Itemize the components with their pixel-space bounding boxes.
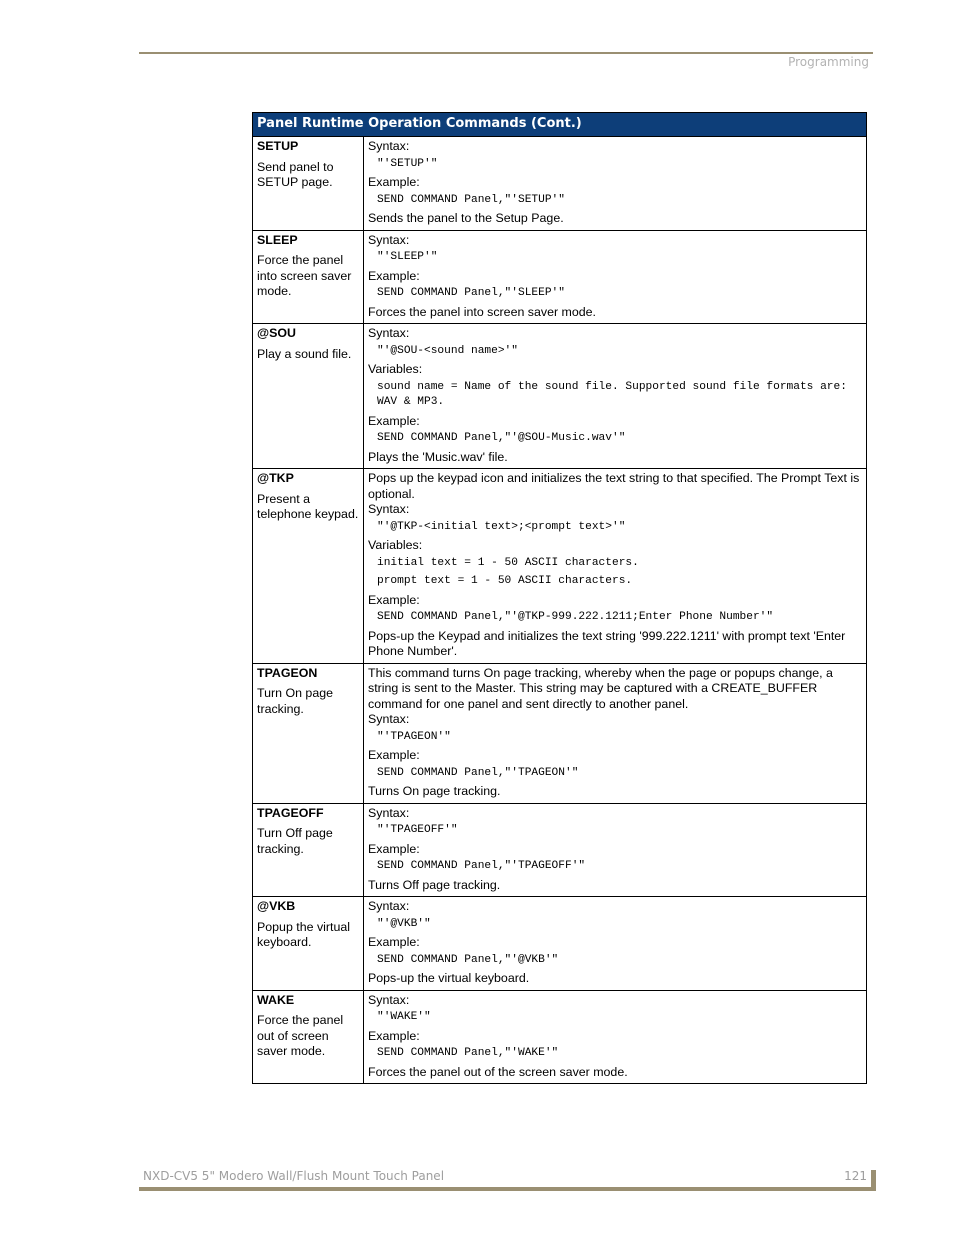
page-number: 121 xyxy=(844,1169,867,1183)
command-summary: Popup the virtual keyboard. xyxy=(257,919,350,949)
code-line: "'TPAGEON'" xyxy=(377,730,451,743)
command-cell xyxy=(253,897,364,991)
command-cell xyxy=(253,990,364,1084)
table-row xyxy=(253,803,867,897)
code-line: "'@VKB'" xyxy=(377,917,431,930)
table-row xyxy=(253,663,867,803)
footer-rule xyxy=(139,1187,873,1191)
code-line: SEND COMMAND Panel,"'SETUP'" xyxy=(377,193,565,206)
code-line: "'WAKE'" xyxy=(377,1011,431,1023)
command-summary: Turn On page tracking. xyxy=(257,686,333,716)
field-label: Example: xyxy=(368,268,420,283)
command-details-cell xyxy=(364,469,867,664)
table-body xyxy=(253,137,867,1084)
code-line: prompt text = 1 - 50 ASCII characters. xyxy=(377,575,633,587)
field-label: Example: xyxy=(368,841,420,856)
field-label: Variables: xyxy=(368,538,423,552)
command-details-cell xyxy=(364,990,867,1084)
code-line: "'@SOU-<sound name>'" xyxy=(377,344,518,357)
command-cell xyxy=(253,324,364,469)
command-name: TPAGEOFF xyxy=(257,805,324,820)
command-name: WAKE xyxy=(257,992,295,1007)
field-label: Syntax: xyxy=(368,232,410,247)
description-text: Forces the panel into screen saver mode. xyxy=(368,304,596,319)
table-row xyxy=(253,469,867,664)
code-line: SEND COMMAND Panel,"'SLEEP'" xyxy=(377,287,565,299)
footer-corner-mark xyxy=(871,1170,876,1191)
field-label: Syntax: xyxy=(368,139,410,153)
table-row xyxy=(253,897,867,991)
code-line: initial text = 1 - 50 ASCII characters. xyxy=(377,556,639,569)
table-title: Panel Runtime Operation Commands (Cont.) xyxy=(253,113,867,137)
description-text: Pops-up the Keypad and initializes the text string '999.222.1211' with prompt text 'Enter Phone Number'. xyxy=(368,628,846,658)
field-label: Example: xyxy=(368,935,420,949)
field-label: Example: xyxy=(368,1028,420,1043)
command-cell xyxy=(253,663,364,803)
description-text: Pops-up the virtual keyboard. xyxy=(368,971,530,985)
command-name: @VKB xyxy=(257,899,296,913)
command-name: SETUP xyxy=(257,139,299,153)
command-summary: Force the panel into screen saver mode. xyxy=(257,253,352,298)
command-details-cell xyxy=(364,897,867,991)
commands-table xyxy=(252,112,867,1084)
code-line: "'@TKP-<initial text>;<prompt text>'" xyxy=(377,520,626,533)
command-summary: Send panel to SETUP page. xyxy=(257,159,334,189)
footer-title: NXD-CV5 5" Modero Wall/Flush Mount Touch Panel xyxy=(143,1169,445,1183)
command-name: TPAGEON xyxy=(257,665,318,680)
section-label: Programming xyxy=(788,55,869,69)
command-details-cell xyxy=(364,137,867,231)
command-details-cell xyxy=(364,803,867,897)
command-cell xyxy=(253,230,364,324)
description-text: Sends the panel to the Setup Page. xyxy=(368,211,564,225)
code-line: sound name = Name of the sound file. Supported sound file formats are: WAV & MP3. xyxy=(377,380,854,408)
description-text: Plays the 'Music.wav' file. xyxy=(368,449,508,464)
description-text: Turns On page tracking. xyxy=(368,784,501,798)
command-summary: Present a telephone keypad. xyxy=(257,491,359,521)
description-text: Forces the panel out of the screen saver mode. xyxy=(368,1064,628,1079)
command-cell xyxy=(253,137,364,231)
code-line: "'SLEEP'" xyxy=(377,251,438,263)
description-text: This command turns On page tracking, whereby when the page or popups change, a string is sent to the Master. This string may be captured with a CREATE_BUFFER command for one panel and sent directly to another panel. xyxy=(368,665,833,711)
table-row xyxy=(253,137,867,231)
command-summary: Play a sound file. xyxy=(257,346,352,361)
description-text: Pops up the keypad icon and initializes the text string to that specified. The Prompt Text is optional. xyxy=(368,471,860,501)
command-details-cell xyxy=(364,663,867,803)
code-line: SEND COMMAND Panel,"'TPAGEOFF'" xyxy=(377,860,586,872)
command-name: @TKP xyxy=(257,471,294,485)
field-label: Syntax: xyxy=(368,712,410,726)
field-label: Example: xyxy=(368,413,420,428)
field-label: Syntax: xyxy=(368,326,410,340)
command-summary: Turn Off page tracking. xyxy=(257,826,333,856)
code-line: SEND COMMAND Panel,"'WAKE'" xyxy=(377,1047,559,1059)
command-details-cell xyxy=(364,324,867,469)
command-cell xyxy=(253,469,364,664)
code-line: SEND COMMAND Panel,"'TPAGEON'" xyxy=(377,766,579,779)
table-row xyxy=(253,324,867,469)
field-label: Variables: xyxy=(368,362,423,376)
description-text: Turns Off page tracking. xyxy=(368,877,501,892)
command-cell xyxy=(253,803,364,897)
table-row xyxy=(253,230,867,324)
field-label: Example: xyxy=(368,175,420,189)
field-label: Syntax: xyxy=(368,992,410,1007)
code-line: SEND COMMAND Panel,"'@VKB'" xyxy=(377,953,559,966)
field-label: Syntax: xyxy=(368,805,410,820)
code-line: "'TPAGEOFF'" xyxy=(377,824,458,836)
code-line: "'SETUP'" xyxy=(377,157,438,170)
command-details-cell xyxy=(364,230,867,324)
code-line: SEND COMMAND Panel,"'@SOU-Music.wav'" xyxy=(377,432,626,444)
field-label: Example: xyxy=(368,592,420,607)
command-name: SLEEP xyxy=(257,232,298,247)
command-summary: Force the panel out of screen saver mode. xyxy=(257,1013,344,1058)
table-row xyxy=(253,990,867,1084)
field-label: Syntax: xyxy=(368,899,410,913)
field-label: Syntax: xyxy=(368,502,410,516)
code-line: SEND COMMAND Panel,"'@TKP-999.222.1211;Enter Phone Number'" xyxy=(377,611,774,623)
field-label: Example: xyxy=(368,748,420,762)
command-name: @SOU xyxy=(257,326,296,340)
header-rule xyxy=(139,52,873,54)
